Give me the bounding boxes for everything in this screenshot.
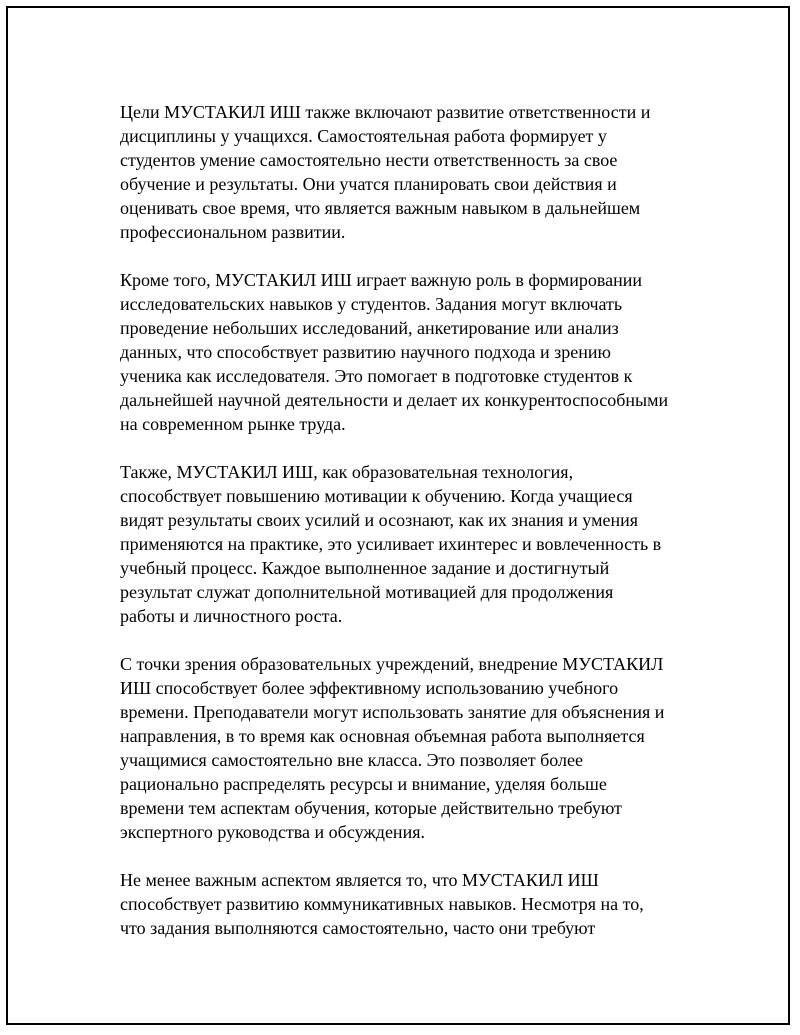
text-line: применяются на практике, это усиливает ихинтерес и вовлеченность в — [120, 534, 662, 554]
page-frame — [6, 6, 790, 1025]
document-body — [120, 100, 700, 964]
text-line: данных, что способствует развитию научного подхода и зрению — [120, 342, 611, 362]
text-line: Цели МУСТАКИЛ ИШ также включают развитие ответственности и — [120, 102, 651, 122]
text-line: дальнейшей научной деятельности и делает их конкурентоспособными — [120, 390, 669, 410]
text-line: времени. Преподаватели могут использовать занятие для объяснения и — [120, 702, 665, 722]
text-line: результат служат дополнительной мотивацией для продолжения — [120, 582, 614, 602]
text-line: учащимися самостоятельно вне класса. Это позволяет более — [120, 750, 584, 770]
paragraph-2 — [120, 268, 700, 436]
text-line: работы и личностного роста. — [120, 606, 343, 626]
text-line: экспертного руководства и обсуждения. — [120, 822, 425, 842]
text-line: ИШ способствует более эффективному использованию учебного — [120, 678, 619, 698]
text-line: исследовательских навыков у студентов. Задания могут включать — [120, 294, 623, 314]
text-line: Не менее важным аспектом является то, что МУСТАКИЛ ИШ — [120, 870, 599, 890]
text-line: способствует развитию коммуникативных навыков. Несмотря на то, — [120, 894, 644, 914]
text-line: Также, МУСТАКИЛ ИШ, как образовательная технология, — [120, 462, 574, 482]
text-line: направления, в то время как основная объемная работа выполняется — [120, 726, 645, 746]
text-line: обучение и результаты. Они учатся планировать свои действия и — [120, 174, 617, 194]
text-line: на современном рынке труда. — [120, 414, 346, 434]
paragraph-1 — [120, 100, 700, 244]
text-line: студентов умение самостоятельно нести ответственность за свое — [120, 150, 618, 170]
text-line: видят результаты своих усилий и осознают, как их знания и умения — [120, 510, 638, 530]
text-line: Кроме того, МУСТАКИЛ ИШ играет важную роль в формировании — [120, 270, 642, 290]
paragraph-4 — [120, 652, 700, 844]
text-line: оценивать свое время, что является важным навыком в дальнейшем — [120, 198, 641, 218]
paragraph-5 — [120, 868, 700, 940]
text-line: что задания выполняются самостоятельно, часто они требуют — [120, 918, 596, 938]
text-line: учебный процесс. Каждое выполненное задание и достигнутый — [120, 558, 610, 578]
text-line: профессиональном развитии. — [120, 222, 346, 242]
text-line: времени тем аспектам обучения, которые действительно требуют — [120, 798, 622, 818]
text-line: способствует повышению мотивации к обучению. Когда учащиеся — [120, 486, 633, 506]
text-line: проведение небольших исследований, анкетирование или анализ — [120, 318, 619, 338]
text-line: рационально распределять ресурсы и внимание, уделяя больше — [120, 774, 607, 794]
text-line: ученика как исследователя. Это помогает в подготовке студентов к — [120, 366, 633, 386]
text-line: дисциплины у учащихся. Самостоятельная работа формирует у — [120, 126, 607, 146]
text-line: С точки зрения образовательных учреждений, внедрение МУСТАКИЛ — [120, 654, 664, 674]
paragraph-3 — [120, 460, 700, 628]
